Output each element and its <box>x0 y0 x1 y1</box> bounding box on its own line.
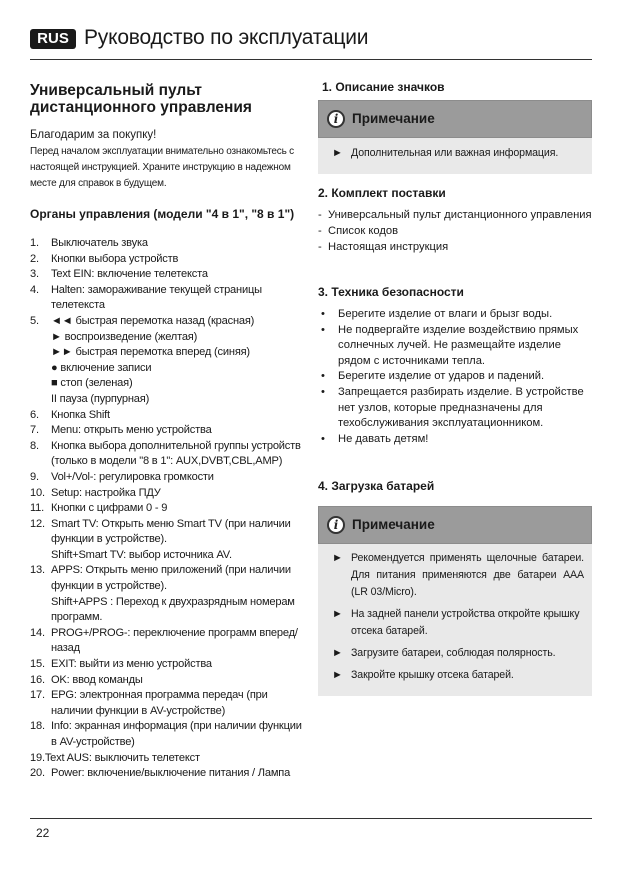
list-item: 20. Power: включение/выключение питания / Лампа <box>30 767 291 780</box>
info-icon: i <box>327 110 345 128</box>
safety-list <box>318 307 592 447</box>
arrow-icon: ► <box>332 147 343 159</box>
list-item: 9. Vol+/Vol-: регулировка громкости <box>30 470 214 483</box>
document-title <box>30 82 305 116</box>
note-item: ► Рекомендуется применять щелочные батареи. Для питания применяются две батареи AAA (LR 03/Micro). <box>332 552 584 598</box>
left-column <box>30 82 305 780</box>
list-item: 10. Setup: настройка ПДУ <box>30 486 161 499</box>
note-body <box>318 544 592 696</box>
list-item: • Не подвергайте изделие воздействию прямых солнечных лучей. Не размещайте изделие рядом с источниками тепла. <box>321 323 579 367</box>
list-item: 5. ◄◄ быстрая перемотка назад (красная) ► воспроизведение (желтая) ►► быстрая перемотка вперед (синяя) ● включение записи ■ стоп (зеленая) II пауза (пурпурная) <box>30 314 255 405</box>
language-badge: RUS <box>30 29 76 49</box>
list-item: - Список кодов <box>318 225 399 237</box>
list-item: 17. EPG: электронная программа передач (при наличии функции в AV-устройстве) <box>30 689 268 717</box>
note-item: ► Закройте крышку отсека батарей. <box>326 667 584 684</box>
list-item: 6. Кнопка Shift <box>30 408 110 421</box>
list-item: 7. Menu: открыть меню устройства <box>30 424 212 437</box>
note-item: ► Дополнительная или важная информация. <box>326 145 584 162</box>
list-item: • Берегите изделие от ударов и падений. <box>321 370 545 383</box>
page-header <box>30 27 592 61</box>
note-title: Примечание <box>352 111 435 126</box>
note-body <box>318 138 592 174</box>
title-line-1: Универсальный пульт <box>30 82 202 99</box>
list-item: 15. EXIT: выйти из меню устройства <box>30 658 212 671</box>
arrow-icon: ► <box>332 647 343 659</box>
page-number: 22 <box>36 826 50 840</box>
section-heading-icons: 1. Описание значков <box>322 80 445 94</box>
note-header <box>318 100 592 138</box>
list-item: - Настоящая инструкция <box>318 241 449 253</box>
note-box <box>318 100 592 174</box>
list-item: • Запрещается разбирать изделие. В устройстве нет узлов, которые предназначены для техобслуживания эксплуатационником. <box>321 385 584 430</box>
controls-heading: Органы управления (модели "4 в 1", "8 в 1") <box>30 207 295 221</box>
note-header <box>318 506 592 544</box>
list-item: 4. Halten: замораживание текущей страницы телетекста <box>30 283 262 312</box>
list-item: 16. OK: ввод команды <box>30 673 143 686</box>
list-item: - Универсальный пульт дистанционного управления <box>318 209 592 221</box>
note-title: Примечание <box>352 517 435 532</box>
section-heading-batteries: 4. Загрузка батарей <box>318 479 435 493</box>
list-item: • Берегите изделие от влаги и брызг воды. <box>321 308 553 320</box>
section-heading-package: 2. Комплект поставки <box>318 186 446 200</box>
header-divider <box>30 59 592 60</box>
title-line-2: дистанционного управления <box>30 99 252 116</box>
list-item: 14. PROG+/PROG-: переключение программ вперед/назад <box>30 626 298 655</box>
list-item: 18. Info: экранная информация (при наличии функции в AV-устройстве) <box>30 720 302 748</box>
intro-paragraph: Перед началом эксплуатации внимательно ознакомьтесь с настоящей инструкцией. Храните инструкцию в надежном месте для справок в будущем. <box>30 146 294 189</box>
list-item: 8. Кнопка выбора дополнительной группы устройств (только в модели "8 в 1": AUX,DVBT,CBL,AMP) <box>30 439 301 468</box>
note-box <box>318 506 592 696</box>
note-item: ► Загрузите батареи, соблюдая полярность. <box>326 645 584 662</box>
list-item: 11. Кнопки с цифрами 0 - 9 <box>30 502 168 515</box>
section-heading-safety: 3. Техника безопасности <box>318 285 464 299</box>
package-list <box>318 207 592 255</box>
list-item: 2. Кнопки выбора устройств <box>30 252 179 265</box>
list-item: • Не давать детям! <box>321 432 429 445</box>
thanks-text: Благодарим за покупку! <box>30 129 157 141</box>
page-title: Руководство по эксплуатации <box>84 26 369 49</box>
arrow-icon: ► <box>332 669 343 681</box>
list-item: 12. Smart TV: Открыть меню Smart TV (при наличии функции в устройстве). Shift+Smart TV: выбор источника AV. <box>30 517 291 561</box>
arrow-icon: ► <box>332 552 343 564</box>
list-item: 13. APPS: Открыть меню приложений (при наличии функции в устройстве). Shift+APPS : Переход к двухразрядным номерам программ. <box>30 564 295 624</box>
list-item: 3. Text EIN: включение телетекста <box>30 268 208 281</box>
arrow-icon: ► <box>332 608 343 620</box>
list-item: 1. Выключатель звука <box>30 237 148 249</box>
footer-divider <box>30 818 592 819</box>
controls-list <box>30 236 305 782</box>
note-item: ► На задней панели устройства откройте крышку отсека батарей. <box>332 608 580 637</box>
info-icon: i <box>327 516 345 534</box>
list-item: 19.Text AUS: выключить телетекст <box>30 751 200 764</box>
